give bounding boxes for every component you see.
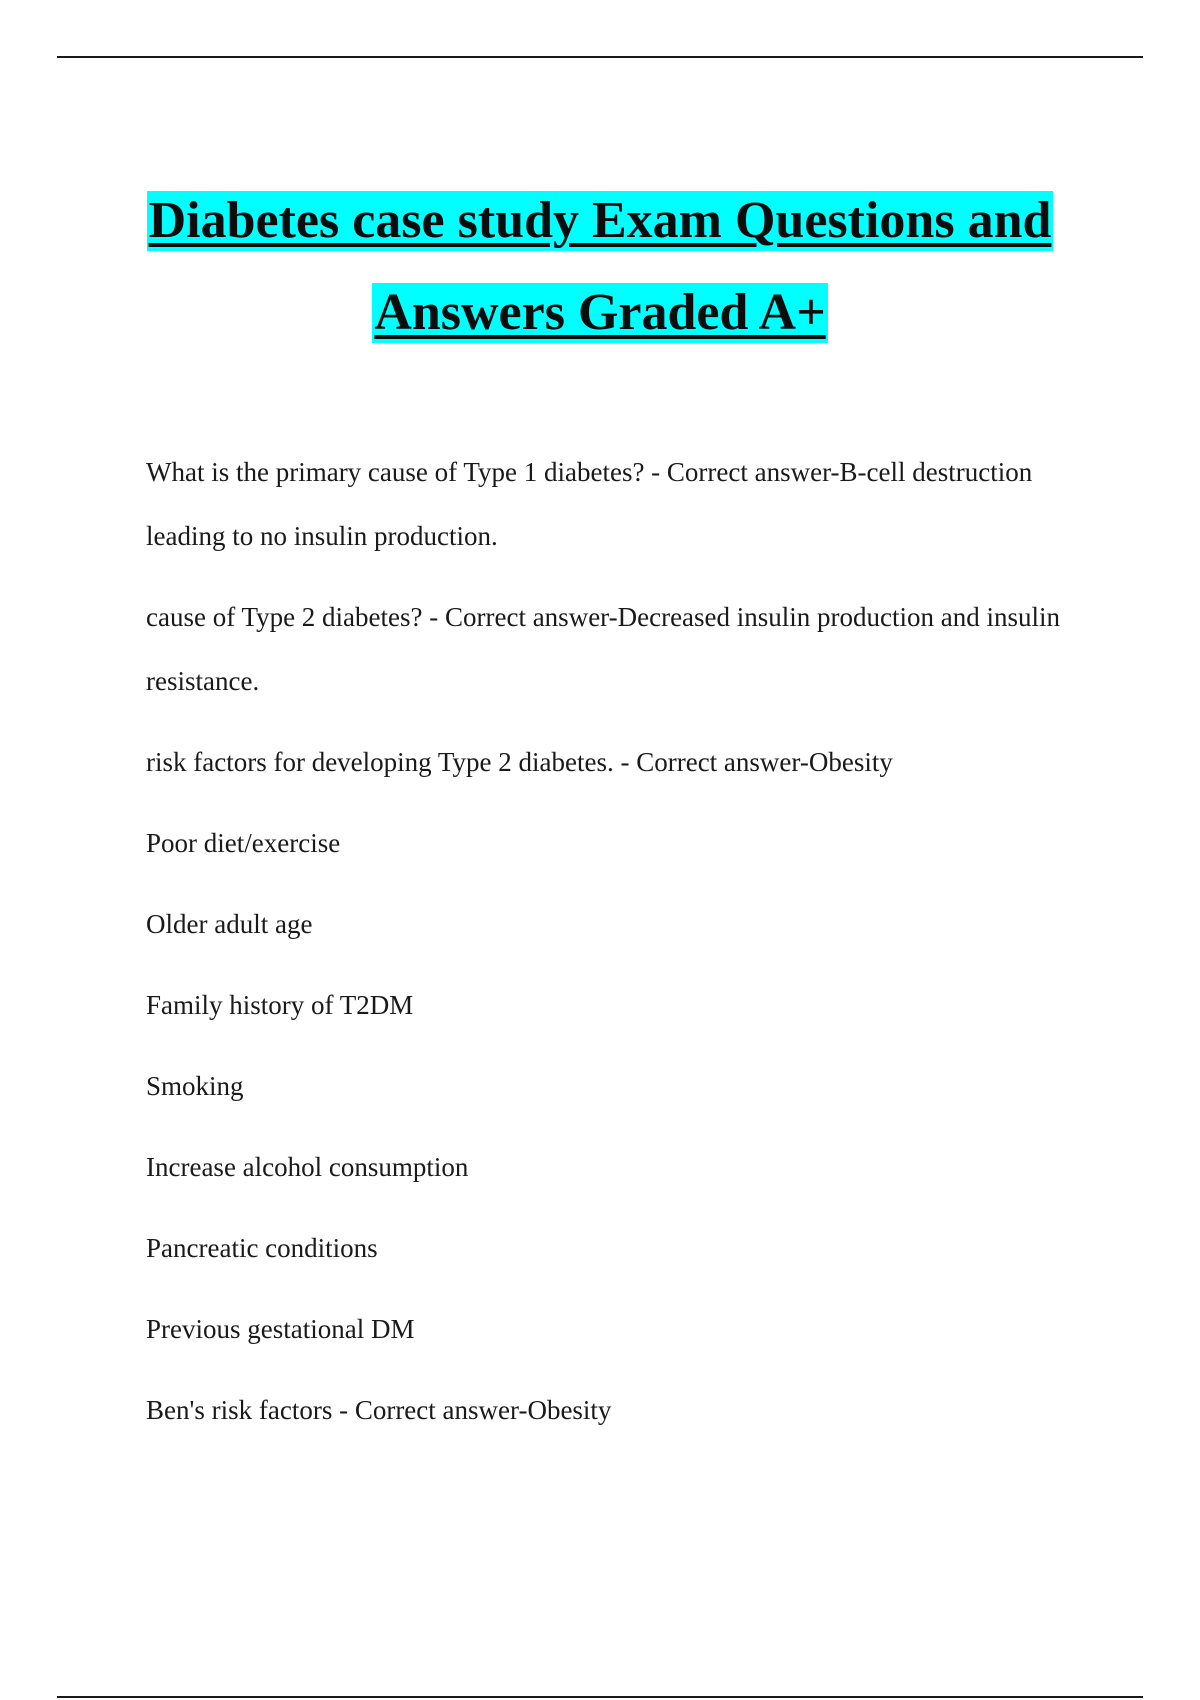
top-rule — [57, 56, 1143, 58]
list-item-pancreatic: Pancreatic conditions — [146, 1233, 378, 1263]
title-line-2: Answers Graded A+ — [374, 284, 826, 341]
qa-paragraph-type1-cause: What is the primary cause of Type 1 diabetes? - Correct answer-B-cell destruction leading to no insulin production. — [146, 457, 1033, 551]
list-item-smoking: Smoking — [146, 1071, 244, 1101]
list-item-family-history: Family history of T2DM — [146, 990, 414, 1020]
qa-paragraph-ben-risk-factors: Ben's risk factors - Correct answer-Obesity — [146, 1395, 612, 1425]
list-item-older-age: Older adult age — [146, 909, 313, 939]
list-item-poor-diet: Poor diet/exercise — [146, 828, 341, 858]
qa-paragraph-type2-risk-factors: risk factors for developing Type 2 diabetes. - Correct answer-Obesity — [146, 747, 893, 777]
title-line-1: Diabetes case study Exam Questions and — [148, 192, 1052, 249]
qa-paragraph-type2-cause: cause of Type 2 diabetes? - Correct answer-Decreased insulin production and insulin resistance. — [146, 602, 1061, 696]
list-item-gestational: Previous gestational DM — [146, 1314, 415, 1344]
document-title — [0, 175, 1200, 359]
bottom-rule — [57, 1696, 1143, 1698]
document-body — [146, 440, 1086, 1459]
list-item-alcohol: Increase alcohol consumption — [146, 1152, 469, 1182]
